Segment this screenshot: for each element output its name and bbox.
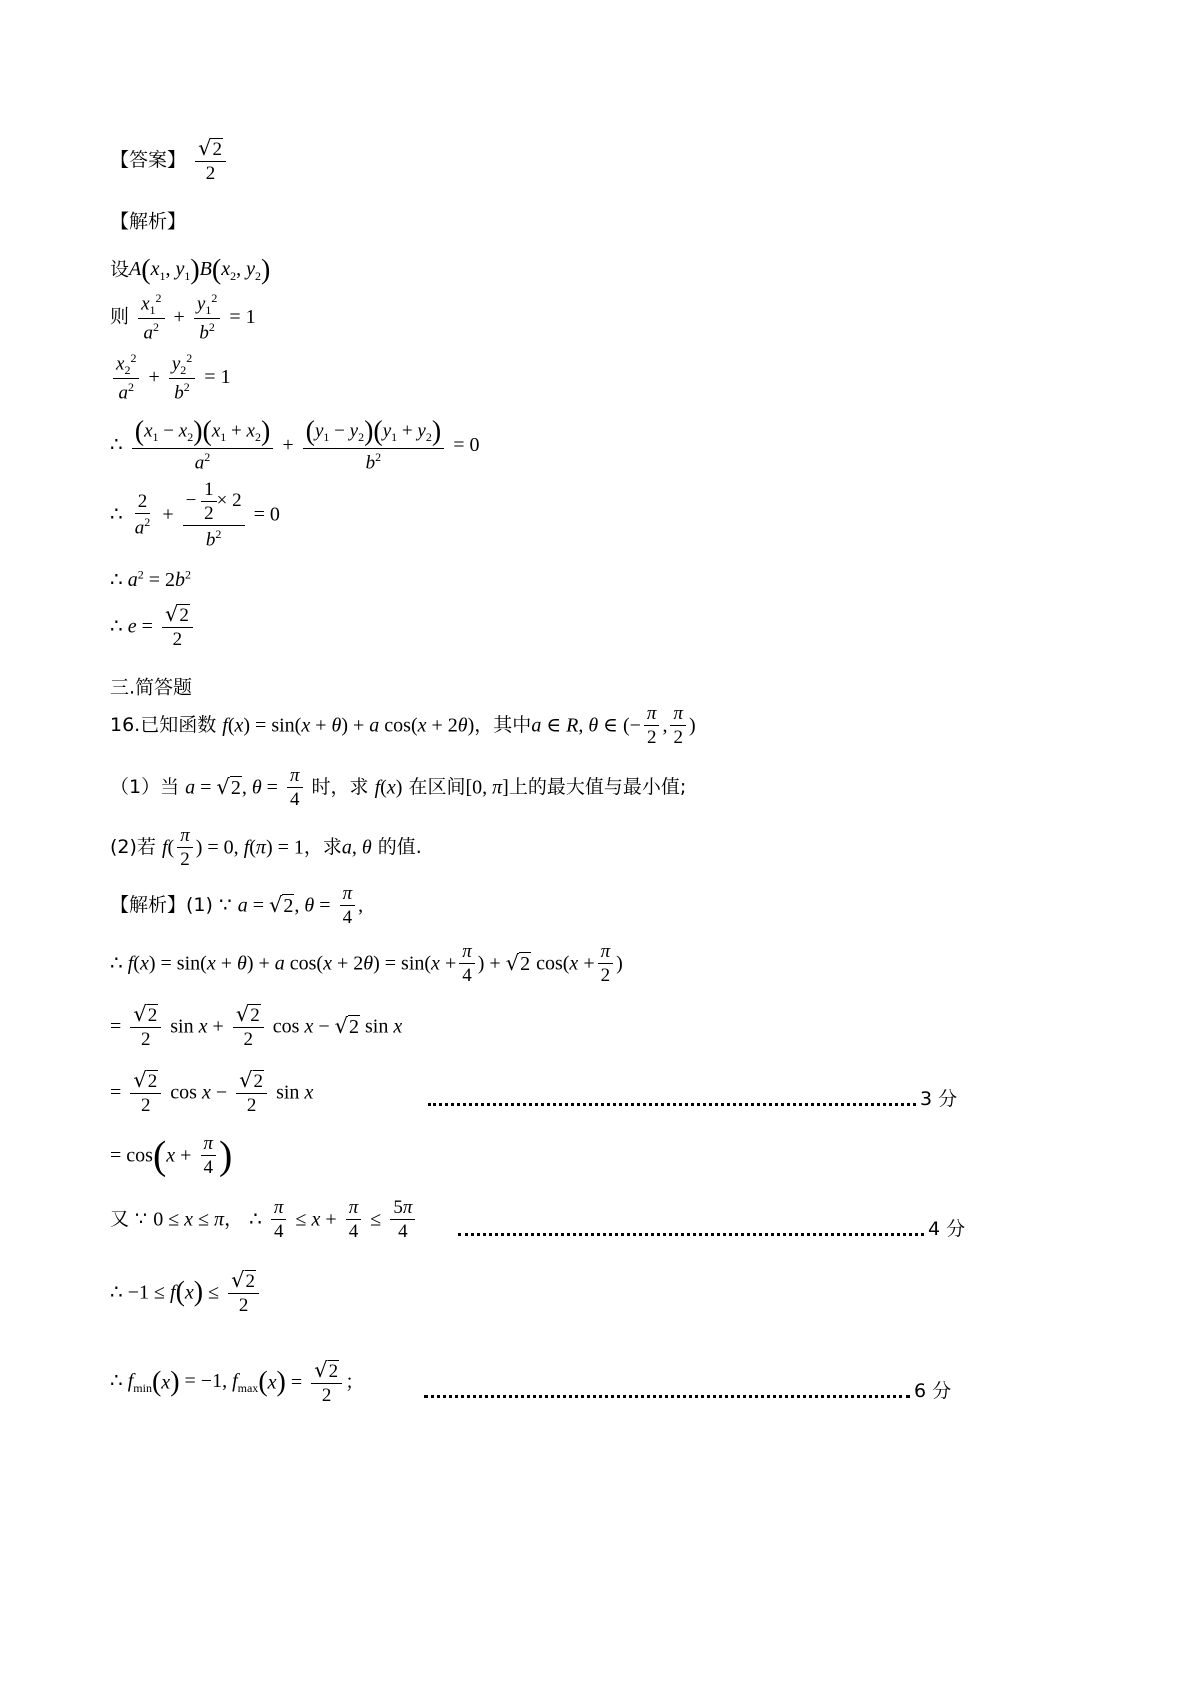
score-4: 4 分: [928, 1218, 966, 1240]
solution-minmax: ∴ $f_{min}(x) = -1$, $f_{max}(x)$ = $\frac{√2}{2}$ ；: [110, 1358, 365, 1406]
step-ellipse-point2: $\frac{x_2^2}{a^2}$ + $\frac{y_2^2}{b^2}$ = 1: [110, 352, 231, 402]
step-subtract: ∴ $\frac{(x_1 - x_2)(x_1 + x_2)}{a^2}$ + $\frac{(y_1 - y_2)(y_1 + y_2)}{b^2}$ = 0: [110, 416, 480, 474]
step-ellipse-point1: 则 $\frac{x_1^2}{a^2}$ + $\frac{y_1^2}{b^2}$ = 1: [110, 291, 256, 344]
step-eccentricity: ∴ e = $\frac{√2}{2}$: [110, 604, 196, 649]
score-6: 6 分: [914, 1380, 952, 1402]
answer-line: [110, 138, 229, 183]
step-relation: ∴ $a^2 = 2b^2$: [110, 567, 192, 591]
problem16-part1: （1）当 a = √2, θ = $\frac{\pi}{4}$ 时，求 f(x) 在区间[0, π]上的最大值与最小值;: [110, 765, 687, 810]
problem16-part2: (2)若 f( $\frac{\pi}{2}$ ) = 0, f(π) = 1，求a, θ 的值.: [110, 825, 422, 870]
answer-fraction: $\frac{√2}{2}$: [195, 138, 226, 183]
solution-start: 【解析】(1) ∵ a = √2, θ = $\frac{\pi}{4}$ ,: [110, 883, 364, 928]
solution-expand: ∴ f(x) = sin(x + θ) + a cos(x + 2θ) = sin(x + $\frac{\pi}{4}$ ) + √2 cos(x + $\frac{\pi}{2}$ ): [110, 941, 623, 986]
step-set-points: 设$A(x_1$, $y_1)B(x_2$, $y_2$): [110, 254, 271, 285]
solution-step-a: = $\frac{√2}{2}$ sin x + $\frac{√2}{2}$ cos x − √2 sin x: [110, 1002, 403, 1050]
score-leader-4: [458, 1214, 965, 1241]
score-3: 3 分: [920, 1088, 958, 1110]
solution-step-c: = cos(x + $\frac{\pi}{4}$ ): [110, 1132, 233, 1178]
problem16-statement: 16.已知函数 f(x) = sin(x + θ) + a cos(x + 2θ)，其中a ∈ R, θ ∈ (− $\frac{\pi}{2}$ , $\frac{\pi}{2}$ ): [110, 703, 696, 748]
solution-range: 又 ∵ 0 ≤ x ≤ π， ∴ $\frac{\pi}{4}$ ≤ x + $\frac{\pi}{4}$ ≤ $\frac{5\pi}{4}$: [110, 1198, 418, 1241]
solution-step-b: = $\frac{√2}{2}$ cos x − $\frac{√2}{2}$ sin x: [110, 1068, 314, 1116]
score-leader-3: [428, 1084, 957, 1111]
step-slope-substitute: ∴ $\frac{2}{a^2}$ + − $\frac{1}{2}$ × 2 $b^2$ = 0: [110, 479, 280, 551]
score-leader-6: [424, 1376, 951, 1403]
analysis-heading: 【解析】: [110, 210, 187, 233]
solution-bounds: ∴ −1 ≤ f(x) ≤ $\frac{√2}{2}$: [110, 1270, 262, 1315]
section-title: 三.简答题: [110, 676, 193, 699]
answer-label: 【答案】: [110, 149, 187, 171]
